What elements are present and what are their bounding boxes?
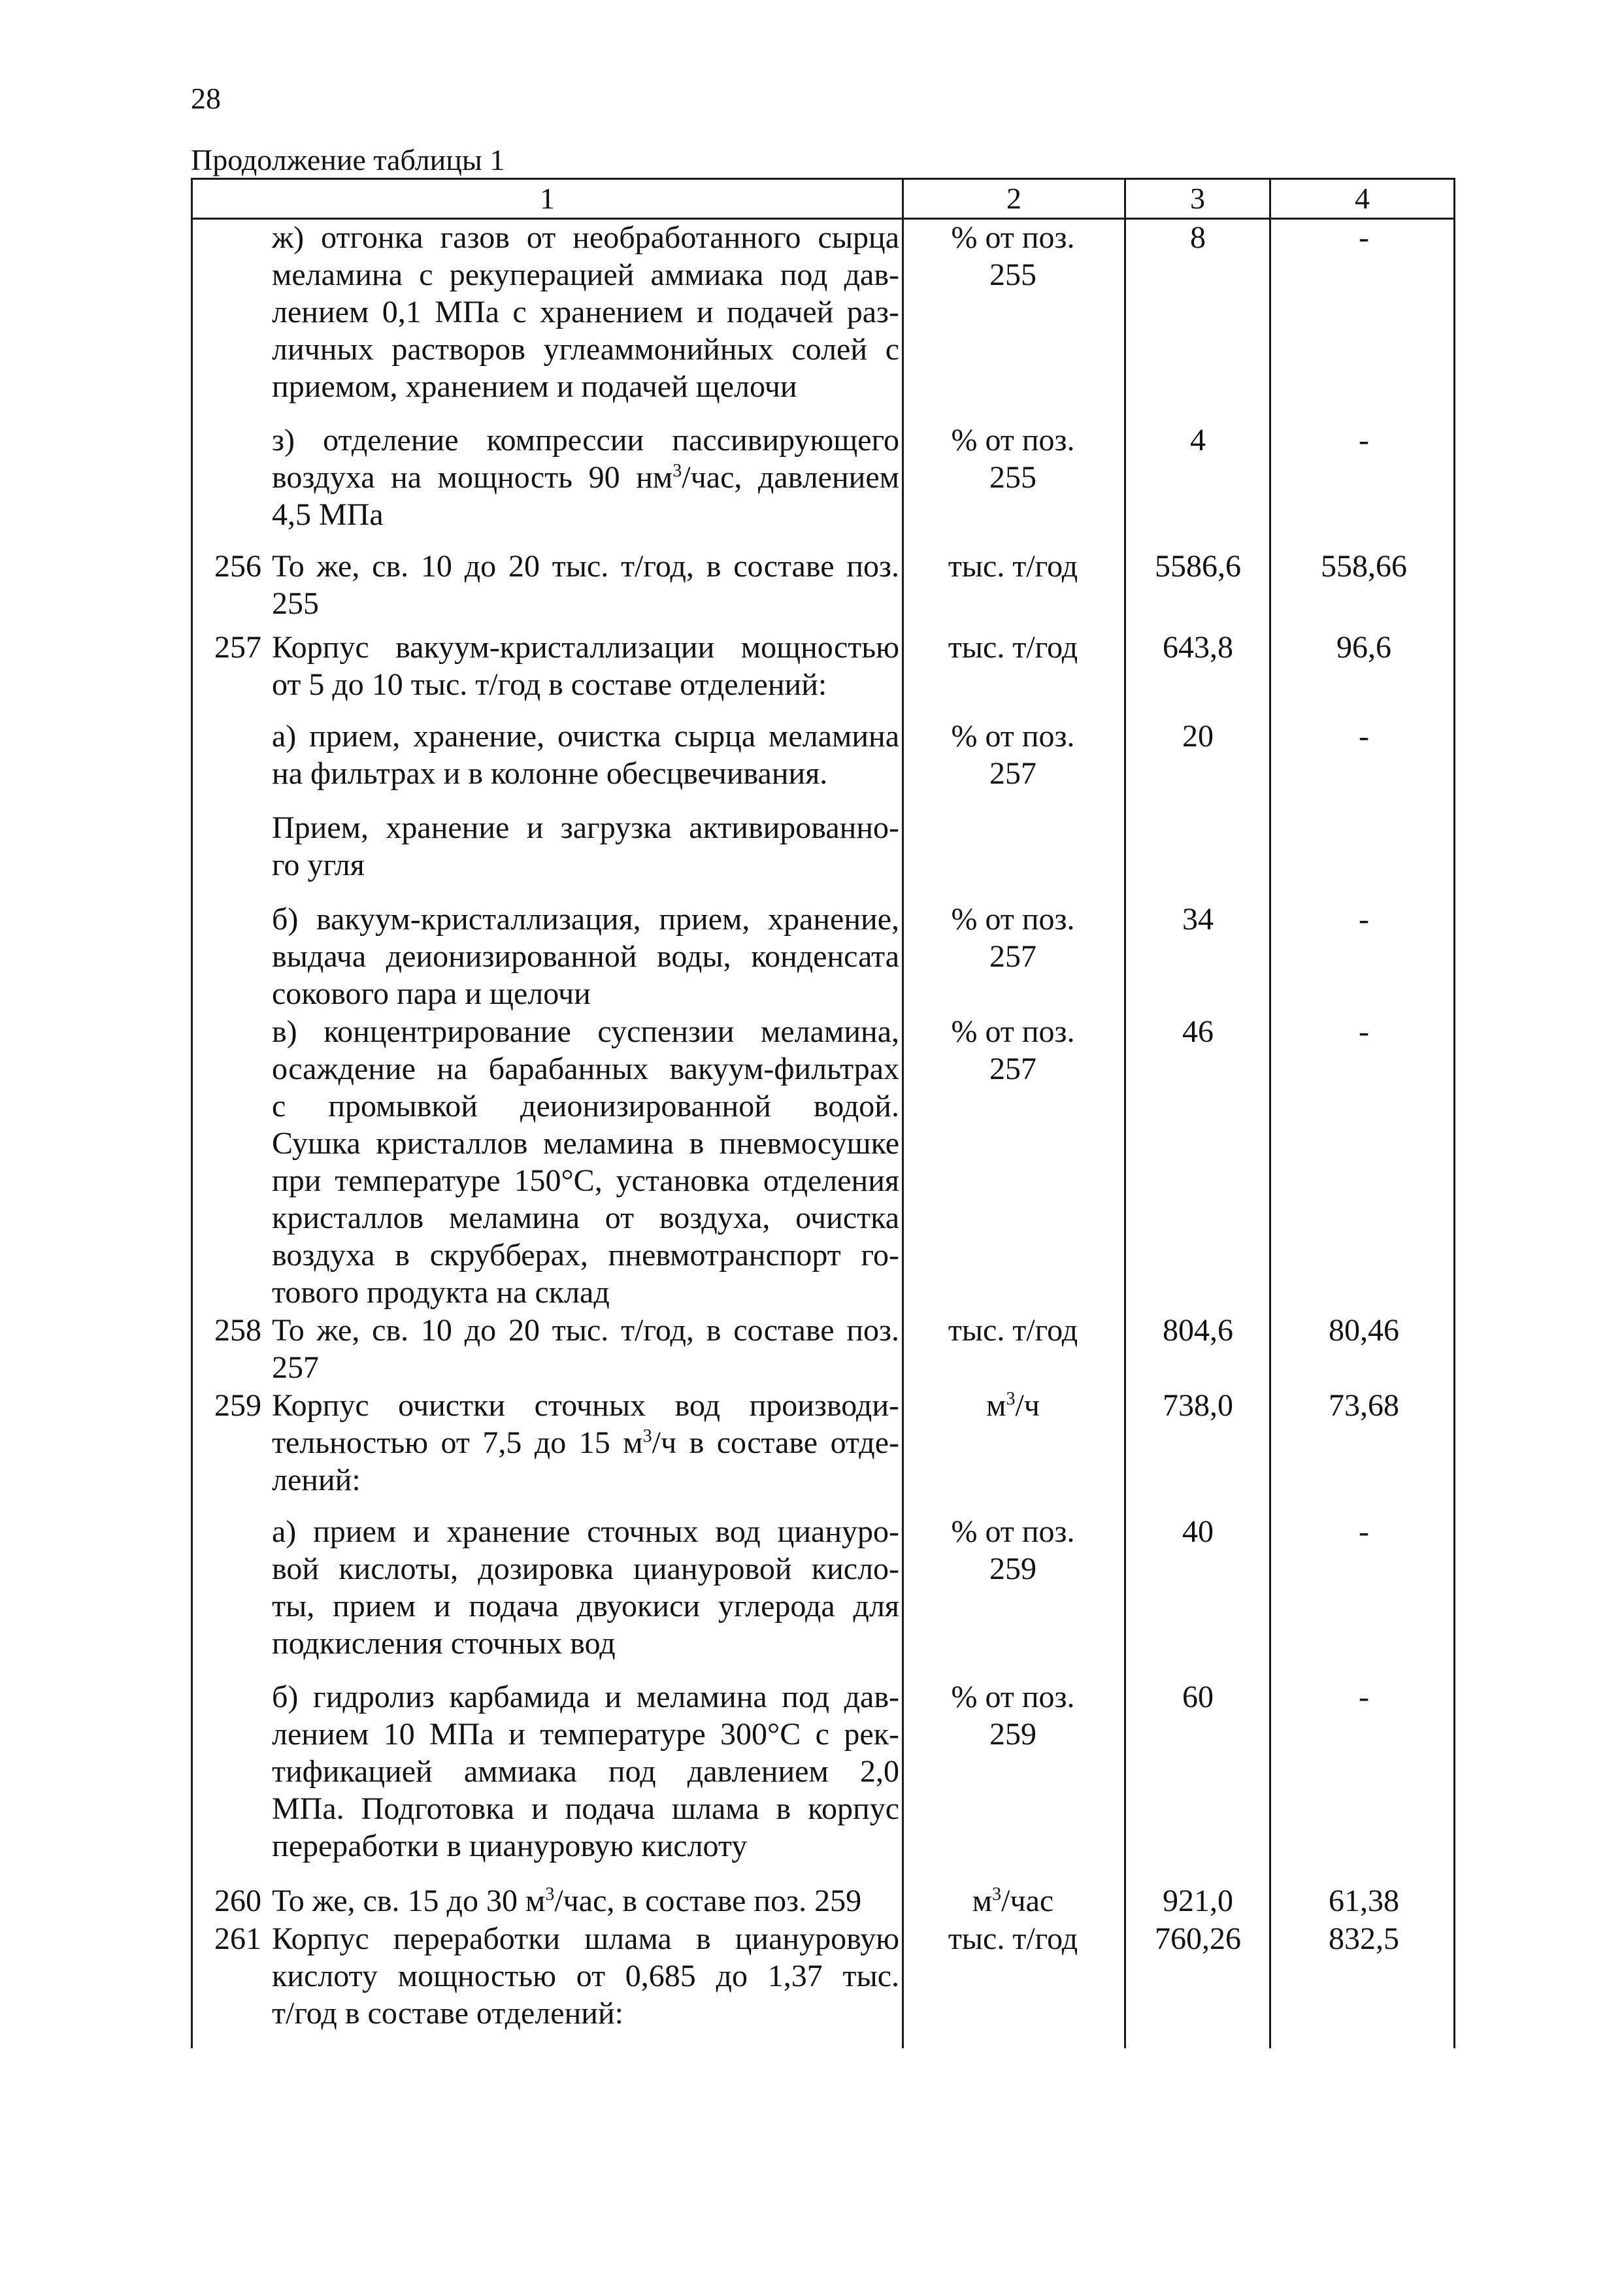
row-unit: % от поз. 255 xyxy=(951,220,1075,292)
row-value-col3: 34 xyxy=(1182,902,1214,937)
header-col-2: 2 xyxy=(1006,182,1021,215)
row-value-col4: 80,46 xyxy=(1329,1313,1399,1348)
row-name: То же, св. 15 до 30 $м^3$/час, в составе поз. 259 xyxy=(272,1884,862,1918)
row-number: 258 xyxy=(214,1313,261,1348)
row-unit: % от поз. 257 xyxy=(951,1014,1075,1086)
row-number: 261 xyxy=(214,1921,261,1956)
row-unit: % от поз. 259 xyxy=(951,1514,1075,1586)
row-value-col4: - xyxy=(1359,1014,1369,1049)
page-number: 28 xyxy=(191,82,221,115)
row-value-col3: 5586,6 xyxy=(1155,549,1241,584)
row-unit: тыс. т/год xyxy=(948,549,1078,584)
row-value-col3: 8 xyxy=(1190,220,1206,255)
row-value-col4: 73,68 xyxy=(1329,1388,1399,1423)
row-name: б) гидролиз карбамида и меламина под дав- лением 10 МПа и температуре 300°С с рек- тификацией аммиака под давлением 2,0 МПа. Подготовка и подача шлама в корпус переработки в циануровую кислоту xyxy=(272,1680,899,1863)
row-name: а) прием, хранение, очистка сырца меламина на фильтрах и в колонне обесцвечивания. xyxy=(272,719,899,791)
row-value-col3: 60 xyxy=(1182,1680,1214,1714)
row-unit: тыс. т/год xyxy=(948,1313,1078,1348)
row-name: Корпус вакуум-кристаллизации мощностью от 5 до 10 тыс. т/год в составе отделений: xyxy=(272,630,899,702)
row-value-col4: - xyxy=(1359,1680,1369,1714)
row-unit: % от поз. 257 xyxy=(951,902,1075,974)
header-col-1: 1 xyxy=(540,182,555,215)
row-value-col3: 921,0 xyxy=(1163,1884,1233,1918)
row-unit: $м^3/ч$ xyxy=(986,1388,1040,1423)
row-value-col4: 61,38 xyxy=(1329,1884,1399,1918)
row-name: Корпус переработки шлама в циануровую кислоту мощностью от 0,685 до 1,37 тыс. т/год в составе отделений: xyxy=(272,1921,899,2031)
row-value-col4: - xyxy=(1359,220,1369,255)
row-unit: тыс. т/год xyxy=(948,630,1078,665)
row-unit: тыс. т/год xyxy=(948,1921,1078,1956)
row-value-col4: 832,5 xyxy=(1329,1921,1399,1956)
row-name: ж) отгонка газов от необработанного сырца меламина с рекуперацией аммиака под дав- лением 0,1 МПа с хранением и подачей раз- личных растворов углеаммонийных солей с приемом, хранением и подачей щелочи xyxy=(272,220,899,404)
row-name: а) прием и хранение сточных вод циануро- вой кислоты, дозировка циануровой кисло- ты, прием и подача двуокиси углерода для подкисления сточных вод xyxy=(272,1514,899,1661)
row-unit: % от поз. 257 xyxy=(951,719,1075,791)
row-value-col3: 46 xyxy=(1182,1014,1214,1049)
row-value-col4: - xyxy=(1359,423,1369,457)
table-top-border xyxy=(191,178,1453,180)
table-caption: Продолжение таблицы 1 xyxy=(191,143,505,176)
row-value-col3: 643,8 xyxy=(1163,630,1233,665)
table-left-border xyxy=(191,178,193,2048)
row-unit: % от поз. 259 xyxy=(951,1680,1075,1752)
row-value-col4: - xyxy=(1359,719,1369,754)
row-name: Корпус очистки сточных вод производи- тельностью от 7,5 до 15 $м^3/ч$ в составе отде- лений: xyxy=(272,1388,900,1497)
row-unit: $м^3$/час xyxy=(972,1884,1054,1918)
row-unit: % от поз. 255 xyxy=(951,423,1075,495)
row-value-col3: 20 xyxy=(1182,719,1214,754)
row-value-col4: 96,6 xyxy=(1336,630,1391,665)
row-value-col4: - xyxy=(1359,1514,1369,1549)
row-number: 260 xyxy=(214,1884,261,1918)
row-value-col4: - xyxy=(1359,902,1369,937)
row-value-col3: 738,0 xyxy=(1163,1388,1233,1423)
row-value-col3: 804,6 xyxy=(1163,1313,1233,1348)
row-number: 257 xyxy=(214,630,261,665)
row-value-col3: 4 xyxy=(1190,423,1206,457)
row-value-col4: 558,66 xyxy=(1321,549,1407,584)
header-col-4: 4 xyxy=(1355,182,1370,215)
row-value-col3: 760,26 xyxy=(1155,1921,1241,1956)
row-value-col3: 40 xyxy=(1182,1514,1214,1549)
row-name: з) отделение компрессии пассивирующего воздуха на мощность 90 $нм^3$/час, давлением 4,5 МПа xyxy=(272,423,900,532)
row-number: 256 xyxy=(214,549,261,584)
row-name: б) вакуум-кристаллизация, прием, хранение, выдача деионизированной воды, конденсата сокового пара и щелочи xyxy=(272,902,899,1011)
row-number: 259 xyxy=(214,1388,261,1423)
row-name: Прием, хранение и загрузка активированно- го угля xyxy=(272,810,899,882)
row-name: То же, св. 10 до 20 тыс. т/год, в составе поз. 257 xyxy=(272,1313,899,1385)
row-name: То же, св. 10 до 20 тыс. т/год, в составе поз. 255 xyxy=(272,549,899,621)
row-name: в) концентрирование суспензии меламина, осаждение на барабанных вакуум-фильтрах с промывкой деионизированной водой. Сушка кристаллов меламина в пневмосушке при температуре 150°С, установка отделения кристаллов меламина от воздуха, очистка воздуха в скрубберах, пневмотранспорт го- тового продукта на склад xyxy=(272,1014,899,1310)
header-col-3: 3 xyxy=(1190,182,1205,215)
